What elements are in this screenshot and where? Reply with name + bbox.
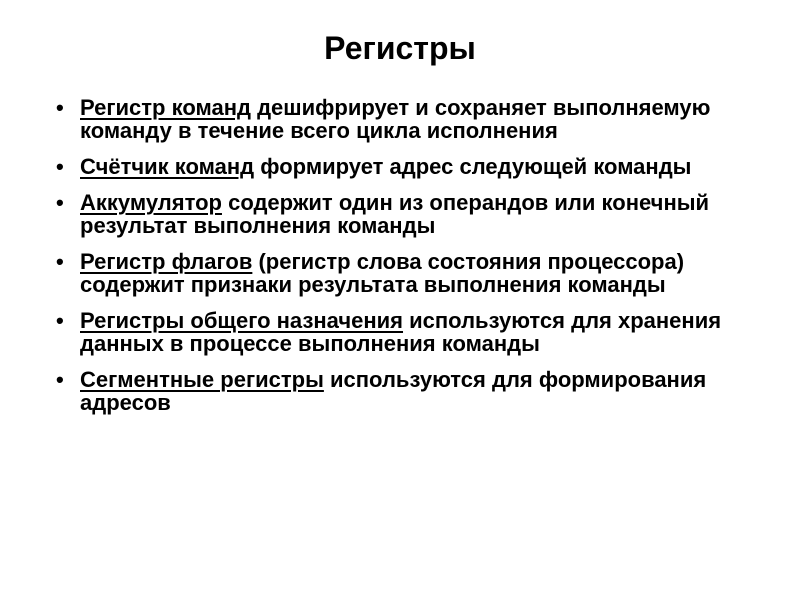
slide-title: Регистры — [324, 30, 476, 66]
list-item — [50, 155, 750, 178]
term-segment-registers: Сегментные регистры — [80, 367, 324, 392]
item-description: формирует адрес следующей команды — [254, 154, 692, 179]
bullet-icon: • — [56, 249, 64, 274]
item-description: (регистр слова состояния процессора) содержит признаки результата выполнения команды — [80, 249, 685, 297]
bullet-icon: • — [56, 95, 64, 120]
item-description: дешифрирует и сохраняет выполняемую команду в течение всего цикла исполнения — [80, 95, 711, 143]
bullet-icon: • — [56, 154, 64, 179]
bullet-icon: • — [56, 367, 64, 392]
term-program-counter: Счётчик команд — [80, 154, 255, 179]
list-item — [50, 368, 750, 414]
item-description: используются для хранения данных в процессе выполнения команды — [80, 308, 722, 356]
term-flags-register: Регистр флагов — [80, 249, 253, 274]
list-item — [50, 191, 750, 237]
term-accumulator: Аккумулятор — [80, 190, 222, 215]
term-general-purpose-registers: Регистры общего назначения — [80, 308, 404, 333]
list-item — [50, 309, 750, 355]
list-item — [50, 250, 750, 296]
bullet-icon: • — [56, 308, 64, 333]
bullet-list — [50, 96, 750, 427]
term-instruction-register: Регистр команд — [80, 95, 251, 120]
item-description: используются для формирования адресов — [80, 367, 707, 415]
bullet-icon: • — [56, 190, 64, 215]
item-description: содержит один из операндов или конечный результат выполнения команды — [80, 190, 710, 238]
list-item — [50, 96, 750, 142]
